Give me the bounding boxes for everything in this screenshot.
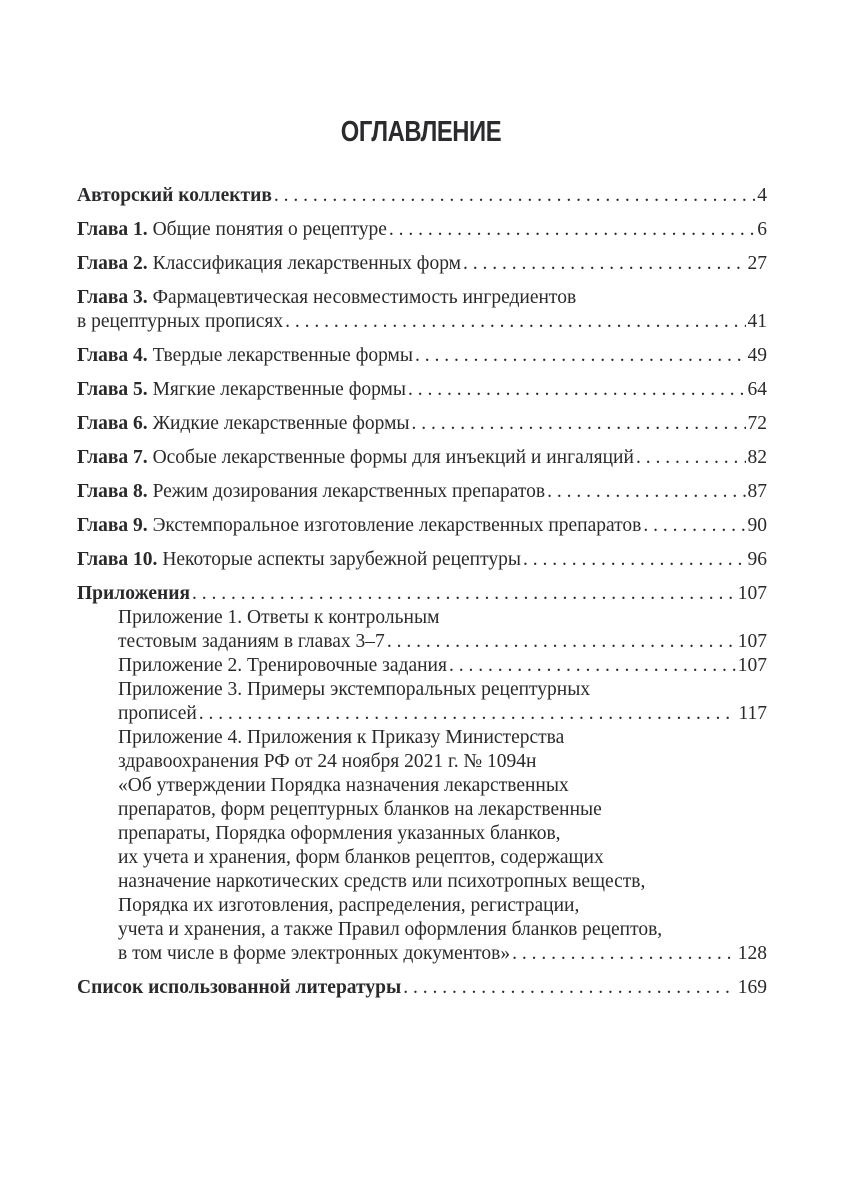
leader-dots <box>449 654 736 678</box>
toc-entry-chapter-2[interactable] <box>77 252 767 276</box>
toc-page-number: 4 <box>757 185 767 206</box>
toc-entry-chapter-1[interactable] <box>77 218 767 242</box>
chapter-label: Глава 4. <box>77 345 148 366</box>
chapter-title: Классификация лекарственных форм <box>152 253 461 274</box>
toc-entry-chapter-8[interactable] <box>77 480 767 504</box>
toc-page-number: 107 <box>737 583 767 604</box>
chapter-title: Жидкие лекарственные формы <box>152 413 410 434</box>
toc-entry-chapter-9[interactable] <box>77 514 767 538</box>
toc-entry-appendix-3[interactable] <box>77 678 767 726</box>
toc-entry-appendix-2[interactable] <box>77 654 767 678</box>
chapter-label: Глава 9. <box>77 515 148 536</box>
toc-entry-appendix-4[interactable] <box>77 726 767 966</box>
toc-entry-title: Список использованной литературы <box>77 977 402 998</box>
toc-entry-chapter-3[interactable] <box>77 286 767 334</box>
chapter-label: Глава 6. <box>77 413 148 434</box>
leader-dots <box>643 514 745 538</box>
toc-entry-title: Авторский коллектив <box>77 185 272 206</box>
chapter-label: Глава 7. <box>77 447 148 468</box>
chapter-label: Глава 8. <box>77 481 148 502</box>
toc-entry-title: Приложения <box>77 583 191 604</box>
appendix-title-line: Приложение 3. Примеры экстемпоральных рецептурных <box>118 679 591 700</box>
appendix-title-line: учета и хранения, а также Правил оформления бланков рецептов, <box>118 919 663 940</box>
toc-page-number: 27 <box>747 253 767 274</box>
toc-page-number: 49 <box>747 345 767 366</box>
toc-page-number: 107 <box>737 631 767 652</box>
chapter-label: Глава 2. <box>77 253 148 274</box>
leader-dots <box>547 480 745 504</box>
toc-entry-authors[interactable] <box>77 184 767 208</box>
leader-dots <box>199 702 737 726</box>
toc-page-number: 72 <box>747 413 767 434</box>
chapter-title: Режим дозирования лекарственных препаратов <box>152 481 546 502</box>
leader-dots <box>389 218 755 242</box>
leader-dots <box>463 252 746 276</box>
appendix-title-line: их учета и хранения, форм бланков рецептов, содержащих <box>118 847 604 868</box>
chapter-title-line: в рецептурных прописях <box>77 311 284 332</box>
appendix-title-line: Порядка их изготовления, распределения, регистрации, <box>118 895 580 916</box>
toc-page-number: 41 <box>747 311 767 332</box>
toc-page-number: 117 <box>738 703 767 724</box>
appendix-title-line: назначение наркотических средств или психотропных веществ, <box>118 871 646 892</box>
toc-page-number: 90 <box>747 515 767 536</box>
leader-dots <box>408 378 746 402</box>
toc-page-number: 96 <box>747 549 767 570</box>
chapter-title-line: Фармацевтическая несовместимость ингредиентов <box>152 287 577 308</box>
leader-dots <box>387 630 736 654</box>
chapter-label: Глава 10. <box>77 549 158 570</box>
toc-entry-chapter-6[interactable] <box>77 412 767 436</box>
chapter-label: Глава 5. <box>77 379 148 400</box>
appendix-title-line: препаратов, форм рецептурных бланков на лекарственные <box>118 799 602 820</box>
leader-dots <box>523 548 746 572</box>
toc-page-number: 128 <box>737 943 767 964</box>
page-title: ОГЛАВЛЕНИЕ <box>340 116 502 148</box>
toc-page-number: 82 <box>747 447 767 468</box>
chapter-title: Некоторые аспекты зарубежной рецептуры <box>162 549 521 570</box>
appendix-title-line: здравоохранения РФ от 24 ноября 2021 г. № 1094н <box>118 751 537 772</box>
toc-page-number: 169 <box>737 977 767 998</box>
appendix-title-line: Приложение 2. Тренировочные задания <box>118 655 447 676</box>
leader-dots <box>512 942 736 966</box>
appendix-title-line: в том числе в форме электронных документов» <box>118 943 511 964</box>
chapter-label: Глава 3. <box>77 287 148 308</box>
leader-dots <box>192 582 736 606</box>
appendix-title-line: Приложение 1. Ответы к контрольным <box>118 607 440 628</box>
leader-dots <box>285 310 745 334</box>
toc-entry-chapter-5[interactable] <box>77 378 767 402</box>
appendix-title-line: тестовым заданиям в главах 3–7 <box>118 631 385 652</box>
table-of-contents <box>77 184 767 1010</box>
toc-entry-appendix-1[interactable] <box>77 606 767 654</box>
leader-dots <box>636 446 746 470</box>
leader-dots <box>415 344 746 368</box>
toc-entry-appendices[interactable] <box>77 582 767 606</box>
toc-entry-chapter-4[interactable] <box>77 344 767 368</box>
toc-page-number: 87 <box>747 481 767 502</box>
toc-entry-chapter-7[interactable] <box>77 446 767 470</box>
chapter-title: Мягкие лекарственные формы <box>152 379 406 400</box>
toc-page-number: 107 <box>737 655 767 676</box>
leader-dots <box>403 976 736 1000</box>
leader-dots <box>274 184 755 208</box>
appendix-title-line: «Об утверждении Порядка назначения лекарственных <box>118 775 569 796</box>
chapter-label: Глава 1. <box>77 219 148 240</box>
toc-page-number: 64 <box>747 379 767 400</box>
chapter-title: Твердые лекарственные формы <box>152 345 413 366</box>
leader-dots <box>412 412 746 436</box>
toc-entry-bibliography[interactable] <box>77 976 767 1000</box>
appendix-title-line: Приложение 4. Приложения к Приказу Министерства <box>118 727 565 748</box>
chapter-title: Экстемпоральное изготовление лекарственных препаратов <box>152 515 642 536</box>
appendix-title-line: препараты, Порядка оформления указанных бланков, <box>118 823 561 844</box>
appendix-title-line: прописей <box>118 703 197 724</box>
toc-page-number: 6 <box>757 219 767 240</box>
chapter-title: Общие понятия о рецептуре <box>152 219 387 240</box>
chapter-title: Особые лекарственные формы для инъекций и ингаляций <box>152 447 634 468</box>
toc-entry-chapter-10[interactable] <box>77 548 767 572</box>
